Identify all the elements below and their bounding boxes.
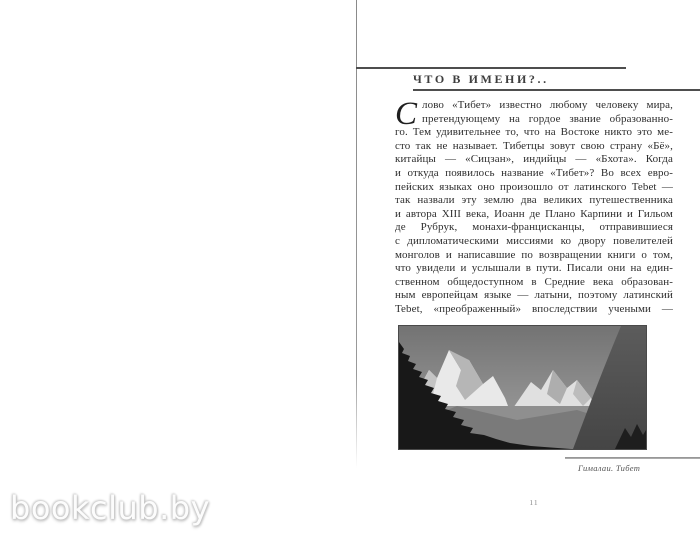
text-line: так назвали эту землю два великих путешественника <box>395 194 673 207</box>
text-line: пейских языках оно произошло от латинского Tebet — <box>395 180 673 193</box>
text-line: де Рубрук, монахи-францисканцы, отправившиеся <box>395 221 673 234</box>
page-number: 11 <box>529 498 539 507</box>
photo-caption: Гималаи. Тибет <box>578 463 641 473</box>
text-line: лово «Тибет» известно любому человеку мира, <box>422 99 673 111</box>
header-rule-bottom <box>413 89 700 91</box>
text-line: что увидели и услышали в пути. Писали они на един- <box>395 262 673 275</box>
body-text-block <box>395 96 673 317</box>
text-line: с дипломатическими миссиями ко двору повелителей <box>395 234 673 247</box>
text-line: претендующему на гордое звание образованно- <box>422 112 673 125</box>
mountain-photo <box>398 325 647 450</box>
text-line: монголов и написавшие по возвращении книги о том, <box>395 248 673 261</box>
page-spine-divider <box>356 0 357 468</box>
caption-rule <box>565 457 700 459</box>
text-line: и автора XIII века, Иоанн де Плано Карпини и Гильом <box>395 207 673 220</box>
chapter-title: ЧТО В ИМЕНИ?.. <box>413 72 549 86</box>
text-line: ным европейцам языке — латыни, поэтому латинский <box>395 289 673 302</box>
drop-cap: С <box>395 96 418 132</box>
header-rule-top <box>356 67 626 69</box>
mountain-photo-graphic <box>399 326 646 449</box>
text-line: и откуда появилось название «Тибет»? Во всех евро- <box>395 166 673 179</box>
text-line: китайцы — «Сицзан», индийцы — «Бхота». Когда <box>395 153 673 166</box>
text-line: го. Тем удивительнее то, что на Востоке никто это ме- <box>395 126 673 139</box>
text-line: ственном общедоступном в Средние века образован- <box>395 275 673 288</box>
text-line: сто так не называет. Тибетцы зовут свою страну «Бё», <box>395 139 673 152</box>
text-line: Tebet, «преображенный» впоследствии учеными — <box>395 302 673 315</box>
site-watermark: bookclub.by <box>10 489 210 527</box>
